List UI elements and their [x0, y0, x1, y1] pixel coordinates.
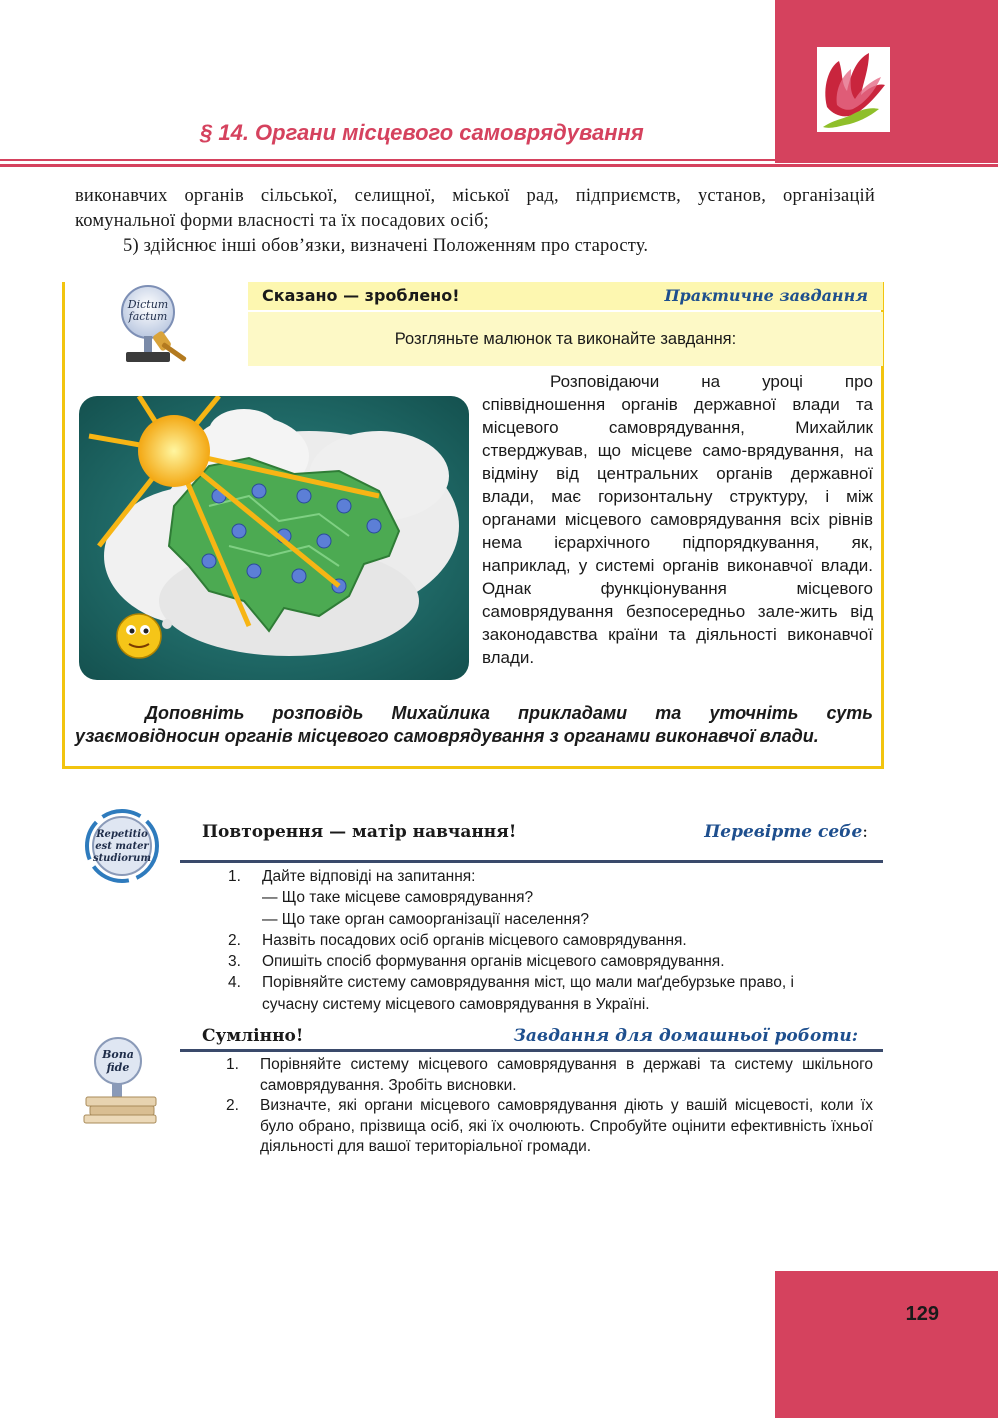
- list-text: Порівняйте систему самоврядування міст, що мали маґдебурзьке право, і сучасну систему місцевого самоврядування в Україні.: [262, 974, 794, 1013]
- homework-rule: [180, 1049, 883, 1052]
- story-paragraph: Розповідаючи на уроці про співвідношення органів державної влади та місцевого самоврядування, Михайлик стверджував, що місцеве само-врядування, на відміну від центральних органів державної влади, має горизонтальну структуру, і між органами місцевого самоврядування всіх рівнів нема ієрархічного підпорядкування, як, наприклад, у системі органів виконавчої влади. Однак функціонування місцевого самоврядування безпосередньо зале-жить від законодавства країни та діяльності виконавчої влади.: [482, 372, 873, 667]
- complete-task-paragraph: Доповніть розповідь Михайлика прикладами та уточніть суть узаємовідносин органів місцевого самоврядування з органами виконавчої влади.: [75, 703, 873, 746]
- intro-paragraph-1: виконавчих органів сільської, селищної, міської рад, підприємств, установ, організацій комунальної форми власності та їх посадових осіб;: [75, 186, 875, 231]
- list-number: 1.: [226, 1056, 239, 1073]
- story-text: [482, 370, 873, 669]
- list-number: 3.: [228, 953, 241, 971]
- list-item: [228, 866, 848, 887]
- check-yourself-colon: :: [862, 822, 868, 842]
- badge-text-est-mater: est mater: [95, 841, 149, 852]
- header-rule: [0, 159, 775, 161]
- list-number: 2.: [228, 931, 241, 949]
- badge-text-repetitio: Repetitio: [96, 829, 148, 840]
- homework-list: [226, 1055, 873, 1158]
- list-text: Назвіть посадових осіб органів місцевого самоврядування.: [262, 931, 687, 949]
- list-text: Визначте, які органи місцевого самоврядування діють у вашій місцевості, коли їх було обрано, прізвища осіб, які їх очолюють. Спробуйте оцінити ефективність їхньої діяльності для вашої територіальної громади.: [260, 1097, 873, 1155]
- hand-logo-icon: [817, 47, 890, 132]
- page-title: § 14. Органи місцевого самоврядування: [200, 120, 644, 145]
- list-text: Порівняйте систему місцевого самоврядування в державі та систему шкільного самоврядування. Зробіть висновки.: [260, 1056, 873, 1094]
- said-done-heading: Сказано — зроблено!: [262, 286, 460, 305]
- review-questions: [228, 866, 848, 1015]
- check-yourself-label: [640, 822, 868, 842]
- list-number: 4.: [228, 974, 241, 992]
- list-item: [226, 1096, 873, 1158]
- header-rule-long: [0, 164, 998, 167]
- footer-accent-band: [775, 1271, 998, 1418]
- badge-text-fide: fide: [106, 1061, 130, 1074]
- subquestion: — Що таке орган самоорганізації населення?: [262, 910, 590, 928]
- review-heading: Повторення — матір навчання!: [202, 822, 517, 842]
- repetitio-badge-icon: [82, 808, 162, 889]
- intro-text: [75, 184, 875, 259]
- dictum-factum-badge-icon: [112, 282, 196, 375]
- list-item: [226, 1055, 873, 1096]
- diligent-heading: Сумлінно!: [202, 1026, 304, 1046]
- complete-task-text: [75, 702, 873, 748]
- badge-text-bona: Bona: [102, 1048, 134, 1061]
- list-item: [228, 930, 848, 951]
- list-text: Опишіть спосіб формування органів місцевого самоврядування.: [262, 953, 725, 971]
- practical-task-label: Практичне завдання: [664, 286, 868, 305]
- page-number: 129: [905, 1303, 939, 1325]
- task-instruction: Розгляньте малюнок та виконайте завдання:: [394, 330, 737, 348]
- list-text: Дайте відповіді на запитання:: [262, 868, 476, 885]
- review-rule: [180, 860, 883, 863]
- list-number: 1.: [228, 868, 241, 885]
- check-yourself-text: Перевірте себе: [704, 822, 863, 842]
- list-number: 2.: [226, 1097, 239, 1114]
- list-item: [228, 951, 848, 972]
- badge-text-factum: factum: [128, 310, 168, 323]
- intro-paragraph-2: 5) здійснює інші обов’язки, визначені Положенням про старосту.: [123, 236, 649, 256]
- bona-fide-badge-icon: [82, 1035, 162, 1130]
- ukraine-map-illustration: [79, 396, 469, 685]
- badge-text-dictum: Dictum: [127, 298, 169, 311]
- list-item: [228, 972, 848, 1015]
- badge-text-studiorum: studiorum: [92, 853, 152, 864]
- homework-label: Завдання для домашньої роботи:: [513, 1026, 858, 1046]
- subquestion: — Що таке місцеве самоврядування?: [262, 889, 534, 907]
